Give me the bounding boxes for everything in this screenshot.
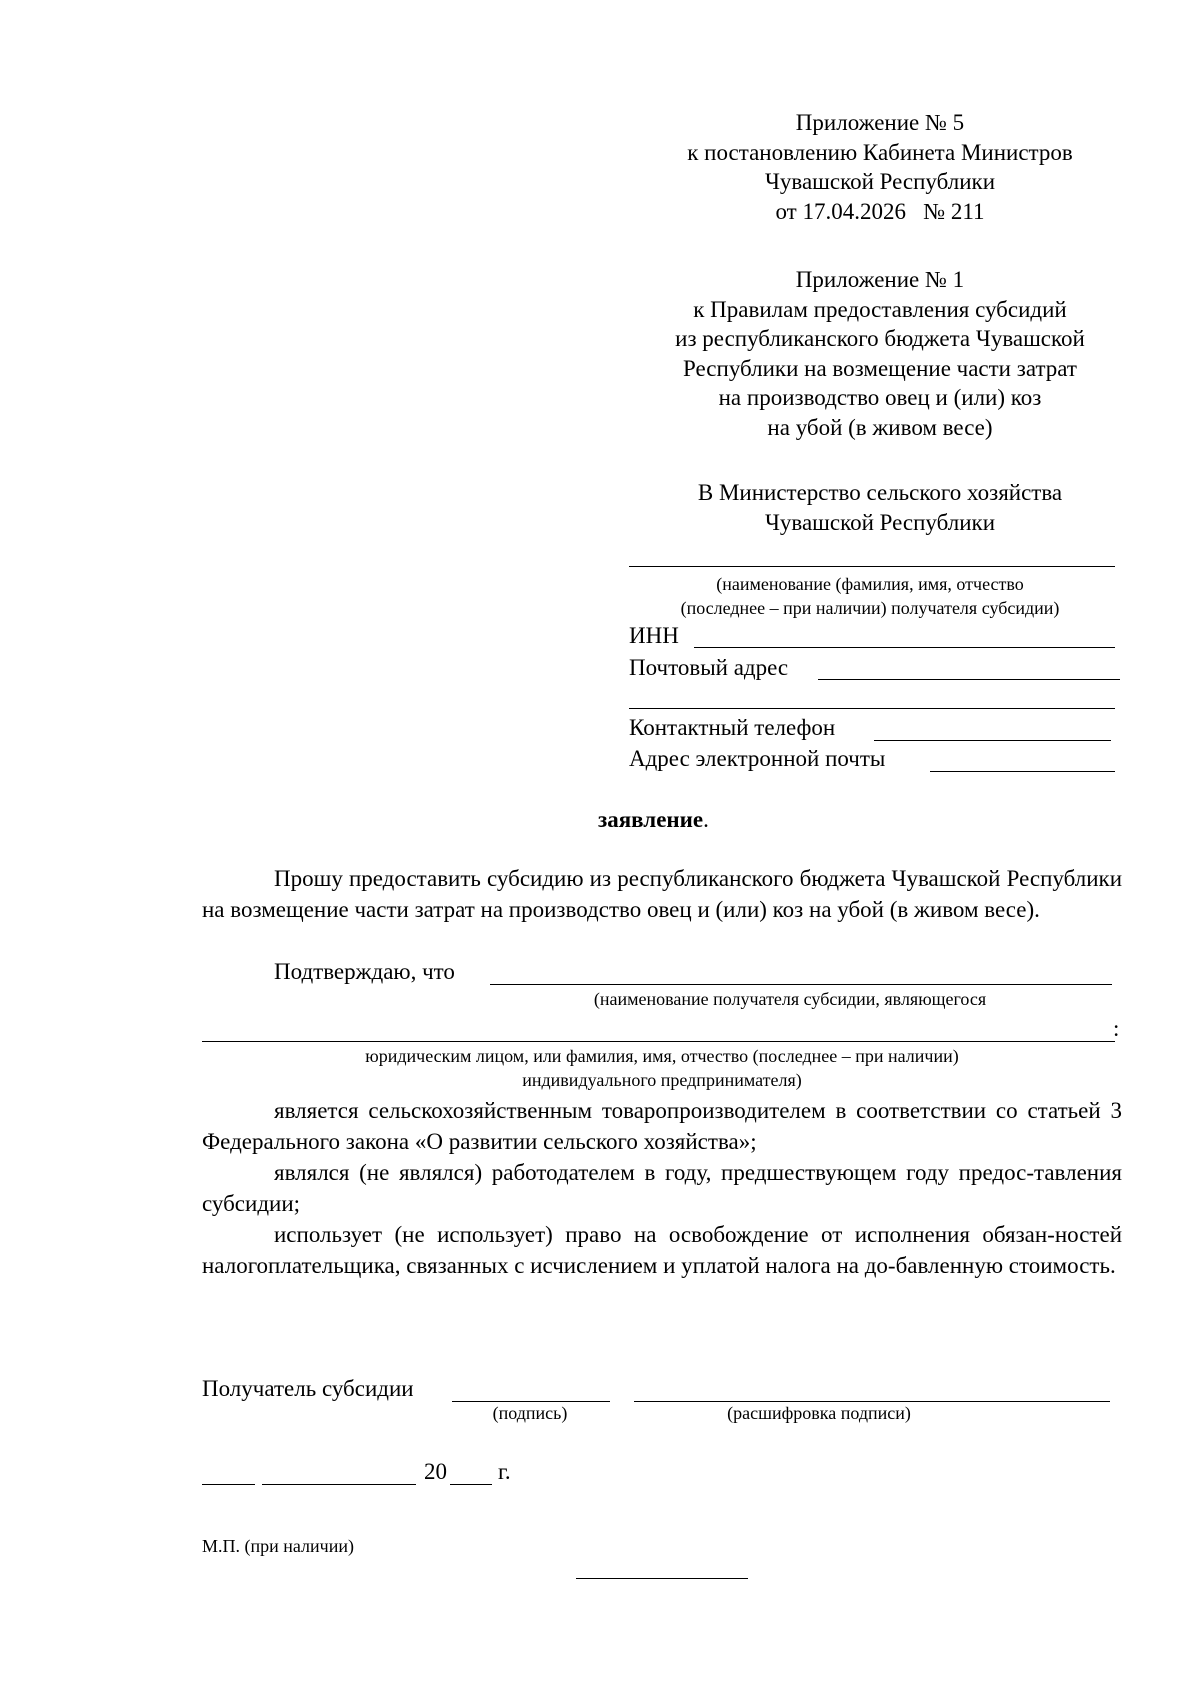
item-3 <box>202 1219 1122 1281</box>
confirm-recipient-field-continued[interactable] <box>202 1041 1115 1042</box>
postal-field-continued[interactable] <box>629 708 1115 709</box>
order-header <box>610 108 1150 226</box>
request-paragraph <box>202 863 1122 925</box>
order-header-line: Приложение № 5 <box>795 110 965 135</box>
date-year-field[interactable] <box>450 1484 492 1485</box>
item-3-text: использует (не использует) право на освобождение от исполнения обязан-ностей налогоплательщика, связанных с исчислением и уплатой налога на до-бавленную стоимость. <box>202 1222 1122 1278</box>
order-header-line: к постановлению Кабинета Министров <box>687 139 1073 165</box>
confirm-hint-2 <box>202 1044 1122 1092</box>
signature-decode-hint: (расшифровка подписи) <box>727 1403 911 1423</box>
applicant-name-hint <box>620 572 1120 620</box>
addressee-line: Чувашской Республики <box>764 509 996 535</box>
phone-label: Контактный телефон <box>629 715 836 740</box>
inn-field[interactable] <box>694 647 1115 648</box>
hint-line: юридическим лицом, или фамилия, имя, отчество (последнее – при наличии) <box>365 1046 959 1066</box>
document-title <box>598 804 709 835</box>
hint-line: (последнее – при наличии) получателя субсидии) <box>680 598 1060 618</box>
postal-field[interactable] <box>818 679 1120 680</box>
phone-field[interactable] <box>874 740 1111 741</box>
confirm-recipient-field[interactable] <box>490 984 1112 985</box>
rules-header-line: Республики на возмещение части затрат <box>683 355 1077 381</box>
date-year-prefix: 20 <box>424 1459 447 1484</box>
confirm-label: Подтверждаю, что <box>274 959 455 984</box>
item-2-text: являлся (не являлся) работодателем в году, предшествующем году предос-тавления субсидии; <box>202 1160 1122 1216</box>
email-label: Адрес электронной почты <box>629 746 886 771</box>
rules-header-line: Приложение № 1 <box>795 267 965 292</box>
request-text: Прошу предоставить субсидию из республиканского бюджета Чувашской Республики на возмещение части затрат на производство овец и (или) коз на убой (в живом весе). <box>202 866 1122 922</box>
confirm-colon: : <box>1113 1016 1120 1041</box>
rules-header-line: к Правилам предоставления субсидий <box>693 296 1067 322</box>
signature-label: Получатель субсидии <box>202 1376 414 1401</box>
date-day-field[interactable] <box>202 1484 255 1485</box>
rules-header-line: на производство овец и (или) коз <box>718 385 1042 410</box>
item-1-text: является сельскохозяйственным товаропроизводителем в соответствии со статьей 3 Федерального закона «О развитии сельского хозяйства»; <box>202 1098 1122 1154</box>
inn-label: ИНН <box>629 623 679 648</box>
order-header-line: от 17.04.2026 № 211 <box>775 198 985 224</box>
postal-label: Почтовый адрес <box>629 655 789 680</box>
stamp-note: М.П. (при наличии) <box>202 1536 354 1556</box>
date-year-suffix: г. <box>498 1459 511 1484</box>
hint-line: (наименование (фамилия, имя, отчество <box>716 574 1024 594</box>
item-2 <box>202 1157 1122 1219</box>
item-1 <box>202 1095 1122 1157</box>
email-field[interactable] <box>930 771 1115 772</box>
document-title-dot: . <box>703 807 709 832</box>
signature-hint: (подпись) <box>492 1403 568 1423</box>
addressee-line: В Министерство сельского хозяйства <box>697 480 1063 505</box>
footer-separator <box>576 1578 748 1579</box>
document-title-text: заявление <box>598 807 704 832</box>
applicant-name-field[interactable] <box>629 566 1115 567</box>
addressee <box>610 478 1150 537</box>
rules-header-line: из республиканского бюджета Чувашской <box>675 326 1085 351</box>
rules-header <box>610 265 1150 442</box>
confirm-hint-1: (наименование получателя субсидии, являющегося <box>593 989 987 1009</box>
rules-header-line: на убой (в живом весе) <box>767 414 993 440</box>
hint-line: индивидуального предпринимателя) <box>522 1070 802 1090</box>
order-header-line: Чувашской Республики <box>764 169 996 194</box>
date-month-field[interactable] <box>262 1484 416 1485</box>
